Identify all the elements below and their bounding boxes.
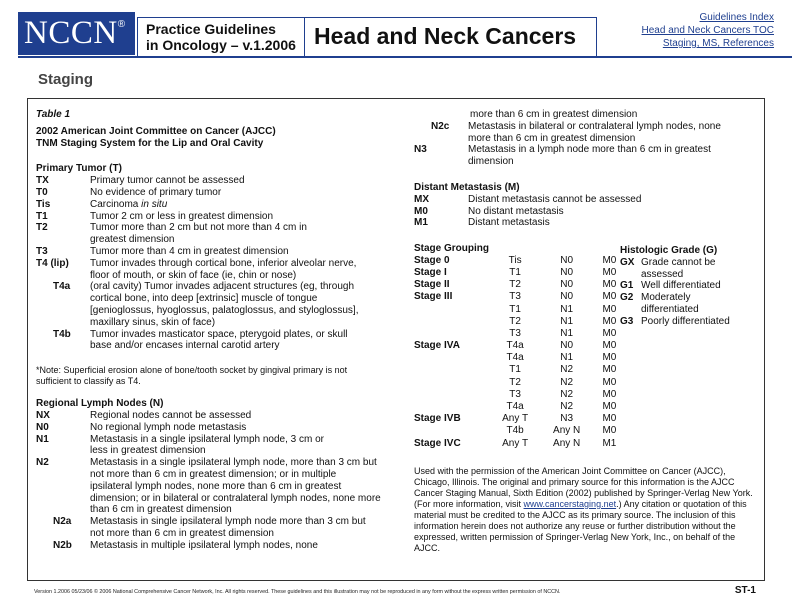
ajcc-permission: Used with the permission of the American Joint Committee on Cancer (AJCC), Chicago, Illinois. The original and primary source for this information is the AJCC Cancer Staging Manual, Sixth Edition (2002) published by Springer-Verlag New York. (For more information, visit www.cancerstaging.net.) Any citation or quotation of this material must be credited to the AJCC as its primary source. The inclusion of this information herein does not authorize any reuse or further distribution without the expressed, written permission of Springer-Verlag New York, Inc., on behalf of the AJCC. (414, 466, 753, 553)
stage-t: T1 (509, 364, 521, 376)
t-row: T4b Tumor invades masticator space, pterygoid plates, or skull base and/or encases internal carotid artery (53, 328, 348, 352)
stage-n: N0 (560, 266, 574, 278)
stage-grouping (414, 243, 624, 450)
n-row: N1 Metastasis in a single ipsilateral lymph node, 3 cm or less in greatest dimension (36, 433, 324, 457)
stage-t: T4b (506, 425, 524, 437)
stage-n: N1 (560, 303, 574, 315)
stage-row (414, 255, 624, 267)
stage-m: M0 (602, 327, 617, 339)
m-row: M0 No distant metastasis (414, 205, 564, 217)
right-column-upper (414, 109, 759, 229)
stage-m: M0 (602, 254, 617, 266)
header-rule (18, 56, 792, 58)
t-row: T3 Tumor more than 4 cm in greatest dimension (36, 245, 289, 257)
stage-n: Any N (553, 425, 581, 437)
stage-row (414, 352, 624, 364)
stage-n: N2 (560, 364, 574, 376)
stage-row (414, 267, 624, 279)
stage-name (414, 364, 492, 376)
left-column (36, 109, 381, 552)
stage-n: N1 (560, 315, 574, 327)
stage-name (414, 352, 492, 364)
stage-name: Stage I (414, 266, 447, 278)
stage-row (414, 328, 624, 340)
stage-row (414, 364, 624, 376)
distant-metastasis-heading: Distant Metastasis (M) (414, 181, 520, 193)
stage-name: Stage II (414, 279, 450, 291)
stage-row (414, 401, 624, 413)
stage-row (414, 413, 624, 425)
stage-t: T4a (506, 352, 524, 364)
t-row: T2 Tumor more than 2 cm but not more than 4 cm in greatest dimension (36, 222, 307, 246)
guidelines-index-link[interactable]: Guidelines Index (699, 12, 774, 23)
m-row: M1 Distant metastasis (414, 217, 550, 229)
stage-m: M0 (602, 315, 617, 327)
stage-row (414, 389, 624, 401)
t-row: Tis Carcinoma in situ (36, 198, 168, 210)
stage-t: T2 (509, 315, 521, 327)
stage-n: N2 (560, 376, 574, 388)
stage-name (414, 401, 492, 413)
page-title: Head and Neck Cancers (304, 17, 597, 57)
n-row: NX Regional nodes cannot be assessed (36, 409, 252, 421)
stage-name (414, 328, 492, 340)
toc-link[interactable]: Head and Neck Cancers TOC (641, 25, 774, 36)
stage-row (414, 316, 624, 328)
stage-t: T4a (506, 401, 524, 413)
stage-m: M1 (602, 437, 617, 449)
table-caption-2: TNM Staging System for the Lip and Oral Cavity (36, 137, 264, 149)
stage-t: T2 (509, 279, 521, 291)
stage-m: M0 (602, 413, 617, 425)
stage-m: M0 (602, 364, 617, 376)
stage-grouping-heading: Stage Grouping (414, 243, 489, 254)
stage-name: Stage IVC (414, 437, 461, 449)
stage-m: M0 (602, 279, 617, 291)
stage-t: T3 (509, 291, 521, 303)
g-row: G1 Well differentiated (620, 280, 721, 292)
stage-name: Stage IVA (414, 340, 460, 352)
stage-row (414, 279, 624, 291)
stage-n: N2 (560, 401, 574, 413)
g-row: G3 Poorly differentiated (620, 315, 730, 327)
n-row: N2a Metastasis in single ipsilateral lymph node more than 3 cm but not more than 6 cm in greatest dimension (53, 516, 366, 539)
n2b-continued: more than 6 cm in greatest dimension (470, 109, 638, 120)
stage-n: N0 (560, 340, 574, 352)
stage-m: M0 (602, 266, 617, 278)
stage-row (414, 340, 624, 352)
stage-n: N0 (560, 254, 574, 266)
cancerstaging-link[interactable]: www.cancerstaging.net (523, 499, 617, 509)
n-row: N3 Metastasis in a lymph node more than 6 cm in greatest dimension (414, 144, 711, 168)
stage-m: M0 (602, 340, 617, 352)
references-link[interactable]: Staging, MS, References (662, 38, 774, 49)
g-row: GX Grade cannot be assessed (620, 256, 716, 280)
nccn-logo: NCCN® (18, 12, 135, 55)
nav-links (642, 11, 774, 50)
stage-name (414, 377, 492, 389)
stage-n: N0 (560, 291, 574, 303)
stage-t: T3 (509, 327, 521, 339)
stage-row (414, 304, 624, 316)
stage-row (414, 438, 624, 450)
stage-n: N0 (560, 279, 574, 291)
section-title: Staging (38, 71, 93, 88)
t-row: T1 Tumor 2 cm or less in greatest dimension (36, 210, 274, 222)
stage-m: M0 (602, 388, 617, 400)
stage-n: N2 (560, 388, 574, 400)
stage-t: T1 (509, 266, 521, 278)
guidelines-version: Practice Guidelines in Oncology – v.1.2006 (137, 17, 304, 57)
t-row: T4 (lip) Tumor invades through cortical bone, inferior alveolar nerve, floor of mouth, or skin of face (ie, chin or nose) (36, 257, 357, 281)
table-caption-1: 2002 American Joint Committee on Cancer (AJCC) (36, 125, 276, 137)
histologic-grade (620, 245, 760, 328)
stage-name: Stage 0 (414, 254, 450, 266)
n-row: N0 No regional lymph node metastasis (36, 421, 247, 433)
stage-t: Tis (508, 254, 522, 266)
stage-t: T4a (506, 340, 524, 352)
stage-row (414, 425, 624, 437)
table-label: Table 1 (36, 109, 71, 120)
stage-n: N1 (560, 327, 574, 339)
stage-m: M0 (602, 401, 617, 413)
t-row: TX Primary tumor cannot be assessed (36, 175, 245, 187)
stage-t: T2 (509, 376, 521, 388)
stage-name (414, 316, 492, 328)
stage-n: N1 (560, 352, 574, 364)
primary-tumor-heading: Primary Tumor (T) (36, 163, 122, 175)
stage-name (414, 425, 492, 437)
stage-m: M0 (602, 425, 617, 437)
stage-m: M0 (602, 303, 617, 315)
stage-t: Any T (502, 413, 529, 425)
t-row: T0 No evidence of primary tumor (36, 186, 222, 198)
n-row: N2 Metastasis in a single ipsilateral lymph node, more than 3 cm but not more than 6 cm in greatest dimension; or in multiple ipsilateral lymph nodes, none more than 6 cm in greatest dimension; or in bilateral or contralateral lymph nodes, none more than 6 cm in greatest dimension (36, 457, 381, 516)
stage-t: T3 (509, 388, 521, 400)
stage-row (414, 377, 624, 389)
stage-name: Stage III (414, 291, 453, 303)
stage-m: M0 (602, 291, 617, 303)
t4-note: *Note: Superficial erosion alone of bone/tooth socket by gingival primary is not sufficient to classify as T4. (36, 365, 348, 387)
stage-n: N3 (560, 413, 574, 425)
page-header (0, 0, 792, 56)
g-row: G2 Moderately differentiated (620, 292, 699, 315)
page-number: ST-1 (734, 585, 756, 596)
stage-t: T1 (509, 303, 521, 315)
footer-copyright: Version 1.2006 05/23/06 © 2006 National Comprehensive Cancer Network, Inc. All rights reserved. These guidelines and this illustration may not be reproduced in any form without the express written permission of NCCN. (34, 589, 561, 595)
m-row: MX Distant metastasis cannot be assessed (414, 193, 642, 205)
n-row: N2c Metastasis in bilateral or contralateral lymph nodes, none more than 6 cm in greatest dimension (431, 120, 721, 144)
t-row: T4a (oral cavity) Tumor invades adjacent structures (eg, through cortical bone, into deep [extrinsic] muscle of tongue [genioglossus, hyoglossus, palatoglossus, and styloglossus], maxillary sinus, skin of face) (53, 281, 359, 328)
stage-m: M0 (602, 376, 617, 388)
stage-name (414, 304, 492, 316)
n-row: N2b Metastasis in multiple ipsilateral lymph nodes, none (53, 539, 318, 551)
stage-n: Any N (553, 437, 581, 449)
stage-row (414, 291, 624, 303)
stage-name: Stage IVB (414, 413, 461, 425)
stage-t: Any T (502, 437, 529, 449)
lymph-nodes-heading: Regional Lymph Nodes (N) (36, 398, 164, 410)
histologic-grade-heading: Histologic Grade (G) (620, 245, 718, 256)
stage-m: M0 (602, 352, 617, 364)
stage-name (414, 389, 492, 401)
